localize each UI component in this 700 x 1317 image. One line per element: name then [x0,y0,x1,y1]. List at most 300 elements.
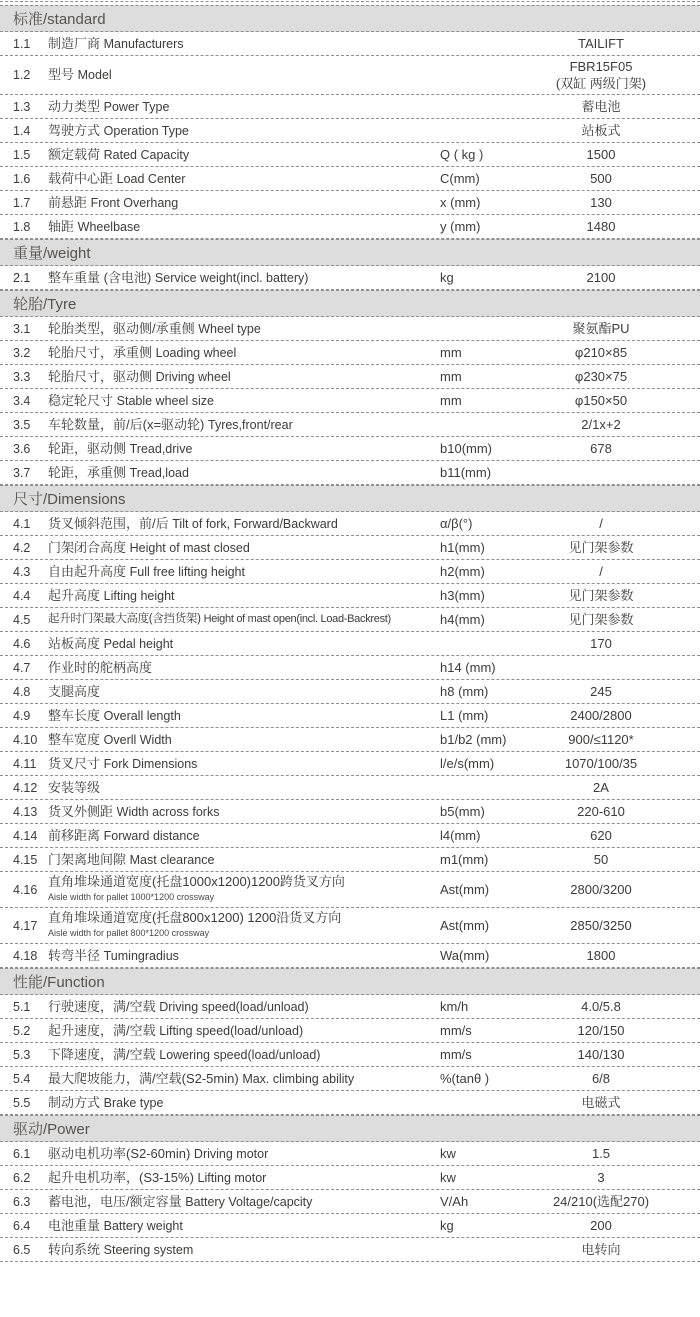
row-description-zh: 直角堆垛通道宽度(托盘1000x1200)1200跨货叉方向 [48,874,345,889]
row-description-zh: 作业时的舵柄高度 [48,660,153,675]
row-unit: m1(mm) [440,852,489,867]
row-description [48,804,440,820]
row-value [532,707,700,724]
spec-row [0,119,700,143]
row-description-en: Loading wheel [155,345,237,360]
row-value-line: 24/210(选配270) [552,1194,650,1209]
row-description [48,516,440,532]
spec-row [0,680,700,704]
row-description [48,1023,440,1039]
row-unit: h8 (mm) [440,684,489,699]
row-value-line: 1.5 [591,1146,611,1161]
row-number: 3.1 [13,321,31,336]
row-value-line: 900/≤1120* [568,732,634,747]
row-value-line: / [599,564,603,579]
row-number: 3.7 [13,465,31,480]
spec-row [0,728,700,752]
row-description-en: Lifting speed(load/unload) [159,1023,304,1038]
row-value-line: 120/150 [577,1023,625,1038]
row-description-zh: 起升速度，满/空载 [48,1022,156,1038]
row-value-line: 2400/2800 [570,708,632,723]
row-description-zh: 蓄电池，电压/额定容量 [48,1193,182,1209]
row-number: 1.7 [13,195,31,210]
section-header [0,1115,700,1142]
row-description-en: Operation Type [103,123,189,138]
row-unit: km/h [440,999,469,1014]
row-value-line: 聚氨酯PU [572,321,630,336]
row-value-line: 1500 [586,147,616,162]
spec-row [0,341,700,365]
row-number: 4.8 [13,684,31,699]
row-description-zh: 轮胎尺寸，驱动侧 [48,368,153,384]
row-description-zh: 制动方式 [48,1094,101,1110]
spec-row [0,908,700,944]
row-value [532,563,700,580]
row-description-en: Overall length [103,708,181,723]
row-value-line: 2/1x+2 [581,417,621,432]
row-description [48,612,440,627]
spec-row [0,656,700,680]
row-description-zh: 自由起升高度 [48,563,127,579]
row-description [48,684,440,699]
spec-row [0,824,700,848]
row-description [48,756,440,772]
section-title: 标准/standard [13,11,106,28]
row-value-line: 1480 [586,219,616,234]
row-value [532,1241,700,1258]
row-description [48,708,440,724]
row-description-zh: 型号 [48,67,75,82]
row-unit: V/Ah [440,1194,469,1209]
row-description [48,1095,440,1111]
spec-row [0,1091,700,1115]
spec-row [0,1238,700,1262]
row-unit: kw [440,1146,456,1161]
row-unit: h4(mm) [440,612,485,627]
row-description [48,732,440,748]
row-description-en: Tilt of fork, Forward/Backward [172,516,338,531]
row-value-line: 电磁式 [581,1095,621,1110]
spec-row [0,848,700,872]
row-description-en: Lifting height [103,588,175,603]
section-title: 尺寸/Dimensions [13,491,126,508]
row-value [532,755,700,772]
row-number: 3.3 [13,369,31,384]
row-description [48,1071,440,1087]
row-value-line: 620 [590,828,612,843]
spec-row [0,56,700,95]
spec-row [0,560,700,584]
row-value-line: / [599,516,603,531]
row-description [48,999,440,1015]
row-unit: x (mm) [440,195,481,210]
row-value-line: 6/8 [591,1071,611,1086]
row-description [48,321,440,337]
row-value [532,731,700,748]
row-number: 4.15 [13,852,38,867]
row-description-zh: 整车宽度 [48,731,101,747]
row-value [532,392,700,409]
spec-row [0,584,700,608]
row-description [48,1047,440,1063]
row-unit: b11(mm) [440,465,492,480]
row-number: 4.11 [13,756,37,771]
row-number: 4.14 [13,828,38,843]
row-description [48,369,440,385]
spec-row [0,752,700,776]
row-description-zh: 稳定轮尺寸 [48,392,114,408]
row-description-en: Wheel type [198,321,261,336]
row-description-zh: 门架闭合高度 [48,539,127,555]
row-unit: mm [440,345,462,360]
row-description-zh: 前悬距 [48,194,88,210]
row-value [532,611,700,628]
row-number: 4.13 [13,804,38,819]
section-title: 性能/Function [13,974,105,991]
row-number: 6.5 [13,1242,31,1257]
row-description-zh: 起升时门架最大高度(含挡货架) [48,613,201,625]
row-description-en: Service weight(incl. battery) [154,270,309,285]
row-description-zh: 轮胎尺寸，承重侧 [48,344,153,360]
row-description-en: Max. climbing ability [242,1071,355,1086]
row-number: 4.16 [13,882,38,897]
row-unit: Ast(mm) [440,882,490,897]
row-value [532,218,700,235]
spec-row [0,1166,700,1190]
row-description-sub: Aisle width for pallet 800*1200 crossway [48,928,210,938]
row-number: 1.4 [13,123,31,138]
row-description [48,345,440,361]
row-description-en: Steering system [103,1242,194,1257]
row-value [532,170,700,187]
row-unit: b1/b2 (mm) [440,732,507,747]
row-value-line: 140/130 [577,1047,625,1062]
row-unit: mm/s [440,1023,472,1038]
row-value-line: TAILIFT [578,36,624,51]
row-number: 4.12 [13,780,38,795]
spec-row [0,413,700,437]
row-description [48,219,440,235]
row-unit: L1 (mm) [440,708,489,723]
row-value [532,683,700,700]
spec-row [0,1067,700,1091]
row-number: 5.1 [13,999,31,1014]
row-value-line: 130 [590,195,612,210]
row-unit: Wa(mm) [440,948,490,963]
row-unit: C(mm) [440,171,480,186]
row-number: 4.4 [13,588,31,603]
row-description-zh: 轮胎类型，驱动侧/承重侧 [48,320,195,336]
row-number: 5.5 [13,1095,31,1110]
row-value-line: 245 [590,684,612,699]
row-value-line: 1070/100/35 [564,756,638,771]
row-value [532,947,700,964]
row-value [532,827,700,844]
row-number: 4.5 [13,612,31,627]
spec-row [0,1190,700,1214]
row-number: 1.5 [13,147,31,162]
row-unit: l4(mm) [440,828,481,843]
row-value-line: 678 [590,441,612,456]
row-description-en: Wheelbase [77,219,141,234]
row-description-zh: 制造厂商 [48,35,101,51]
row-description [48,270,440,286]
spec-row [0,365,700,389]
row-value-line: 50 [593,852,609,867]
spec-row [0,1214,700,1238]
section-header [0,968,700,995]
row-description-en: Driving motor [193,1146,269,1161]
row-description-en: Front Overhang [90,195,179,210]
row-number: 4.2 [13,540,31,555]
row-value [532,1070,700,1087]
row-value [532,917,700,934]
row-description-en: Tread,load [129,465,189,480]
row-description-en: Tyres,front/rear [208,417,293,432]
row-value [532,1022,700,1039]
row-description-zh: 起升电机功率，(S3-15%) [48,1169,194,1185]
spec-row [0,143,700,167]
row-number: 6.2 [13,1170,31,1185]
row-value [532,803,700,820]
row-value [532,1046,700,1063]
row-description-en: Model [77,68,112,82]
row-description-en: Load Center [116,171,186,186]
row-value [532,1169,700,1186]
row-description [48,1170,440,1186]
row-number: 6.1 [13,1146,31,1161]
row-unit: Ast(mm) [440,918,490,933]
row-description-en: Driving speed(load/unload) [159,999,309,1014]
spec-row [0,512,700,536]
spec-row [0,266,700,290]
row-description-zh: 直角堆垛通道宽度(托盘800x1200) 1200沿货叉方向 [48,910,342,925]
row-description [48,99,440,115]
row-unit: mm [440,393,462,408]
spec-row [0,1043,700,1067]
row-description-en: Rated Capacity [103,147,190,162]
row-value-line: 1800 [586,948,616,963]
row-description-zh: 起升高度 [48,587,101,603]
spec-row [0,776,700,800]
row-number: 4.3 [13,564,31,579]
row-value [532,635,700,652]
row-description-en: Height of mast closed [129,540,250,555]
row-description [48,852,440,868]
spec-row [0,536,700,560]
row-description-en: Pedal height [103,636,174,651]
row-description-zh: 轮距，驱动侧 [48,440,127,456]
spec-row [0,1019,700,1043]
row-description-zh: 货叉倾斜范围，前/后 [48,515,169,531]
row-unit: mm/s [440,1047,472,1062]
row-value-line: 蓄电池 [581,99,621,114]
row-value-line: 见门架参数 [568,612,634,627]
row-description-zh: 驱动电机功率(S2-60min) [48,1145,191,1161]
row-value [532,35,700,52]
row-description [48,147,440,163]
row-description [48,171,440,187]
row-value [532,368,700,385]
row-description-zh: 转弯半径 [48,947,101,963]
row-value [532,194,700,211]
row-description [48,828,440,844]
spec-row [0,704,700,728]
spec-row [0,215,700,239]
spec-row [0,995,700,1019]
row-description [48,417,440,433]
row-description [48,1242,440,1258]
row-number: 4.6 [13,636,31,651]
row-value-line: 500 [590,171,612,186]
row-number: 3.6 [13,441,31,456]
row-description [48,588,440,604]
row-value [532,320,700,337]
row-description-zh: 车轮数量，前/后(x=驱动轮) [48,416,205,432]
row-unit: mm [440,369,462,384]
row-number: 3.2 [13,345,31,360]
row-unit: b10(mm) [440,441,493,456]
row-value [532,416,700,433]
row-value-line: 见门架参数 [568,540,634,555]
row-description-en: Battery weight [103,1218,183,1233]
row-unit: α/β(°) [440,516,473,531]
row-description [48,660,440,675]
row-value-line: 2850/3250 [570,918,632,933]
row-value [532,539,700,556]
row-description [48,1218,440,1234]
row-description-zh: 支腿高度 [48,684,101,699]
row-value [532,122,700,139]
row-unit: Q ( kg ) [440,147,484,162]
spec-row [0,608,700,632]
row-description-zh: 门架离地间隙 [48,851,127,867]
row-description-en: Lifting motor [197,1170,267,1185]
row-value-line: 2100 [586,270,616,285]
section-header [0,290,700,317]
row-value [532,58,700,92]
row-description [48,123,440,139]
row-description [48,910,440,941]
row-description-zh: 货叉尺寸 [48,755,101,771]
row-description-en: Mast clearance [129,852,215,867]
row-description-zh: 电池重量 [48,1217,101,1233]
row-unit: y (mm) [440,219,481,234]
spec-row [0,461,700,485]
row-description-en: Tread,drive [129,441,193,456]
spec-table [0,5,700,1262]
row-description-en: Overll Width [103,732,172,747]
row-value [532,1094,700,1111]
row-description-zh: 前移距离 [48,827,101,843]
row-description [48,780,440,795]
row-description-en: Height of mast open(incl. Load-Backrest) [203,613,391,625]
row-number: 5.4 [13,1071,31,1086]
section-header [0,5,700,32]
spec-row [0,167,700,191]
row-number: 4.7 [13,660,31,675]
row-description-zh: 转向系统 [48,1241,101,1257]
row-value [532,269,700,286]
row-description-zh: 最大爬坡能力，满/空载(S2-5min) [48,1070,239,1086]
row-number: 3.5 [13,417,31,432]
row-value [532,440,700,457]
row-number: 3.4 [13,393,31,408]
row-description-en: Tumingradius [103,948,179,963]
row-description [48,948,440,964]
section-title: 轮胎/Tyre [13,296,77,313]
row-number: 4.18 [13,948,38,963]
row-number: 4.17 [13,918,38,933]
row-number: 4.1 [13,516,31,531]
row-number: 1.1 [13,36,31,51]
row-description [48,540,440,556]
row-unit: h1(mm) [440,540,485,555]
row-description-zh: 行驶速度，满/空载 [48,998,156,1014]
row-value-line: 170 [590,636,612,651]
row-description-en: Full free lifting height [129,564,245,579]
row-description-en: Driving wheel [155,369,231,384]
row-description-en: Brake type [103,1095,164,1110]
row-description [48,1194,440,1210]
row-description-en: Fork Dimensions [103,756,198,771]
row-value-line: 3 [597,1170,605,1185]
spec-row [0,872,700,908]
row-number: 1.6 [13,171,31,186]
spec-row [0,95,700,119]
row-description-zh: 下降速度，满/空载 [48,1046,156,1062]
row-description [48,36,440,52]
section-title: 驱动/Power [13,1121,90,1138]
row-unit: %(tanθ ) [440,1071,490,1086]
row-description [48,874,440,905]
row-value [532,779,700,796]
row-value-line: φ230×75 [574,369,628,384]
row-value-line: 2800/3200 [570,882,632,897]
row-description-zh: 动力类型 [48,98,101,114]
row-value-line: φ150×50 [574,393,628,408]
row-value [532,587,700,604]
row-number: 4.10 [13,732,38,747]
row-description [48,1146,440,1162]
row-unit: l/e/s(mm) [440,756,495,771]
row-number: 4.9 [13,708,31,723]
row-description [48,441,440,457]
section-title: 重量/weight [13,245,91,262]
row-unit: h14 (mm) [440,660,496,675]
row-number: 1.8 [13,219,31,234]
row-description-en: Stable wheel size [116,393,214,408]
row-value-line: 2A [593,780,609,795]
section-header [0,239,700,266]
row-description [48,195,440,211]
row-description [48,636,440,652]
row-number: 1.3 [13,99,31,114]
row-number: 2.1 [13,270,31,285]
row-value-line: 电转向 [581,1242,621,1257]
row-description-zh: 额定载荷 [48,146,101,162]
row-value-line: φ210×85 [574,345,628,360]
row-description-zh: 驾驶方式 [48,122,101,138]
row-number: 5.3 [13,1047,31,1062]
row-description-en: Power Type [103,99,170,114]
row-value-line: 4.0/5.8 [581,999,621,1014]
row-unit: b5(mm) [440,804,485,819]
spec-row [0,317,700,341]
row-description-zh: 货叉外侧距 [48,803,114,819]
spec-row [0,944,700,968]
row-value [532,881,700,898]
